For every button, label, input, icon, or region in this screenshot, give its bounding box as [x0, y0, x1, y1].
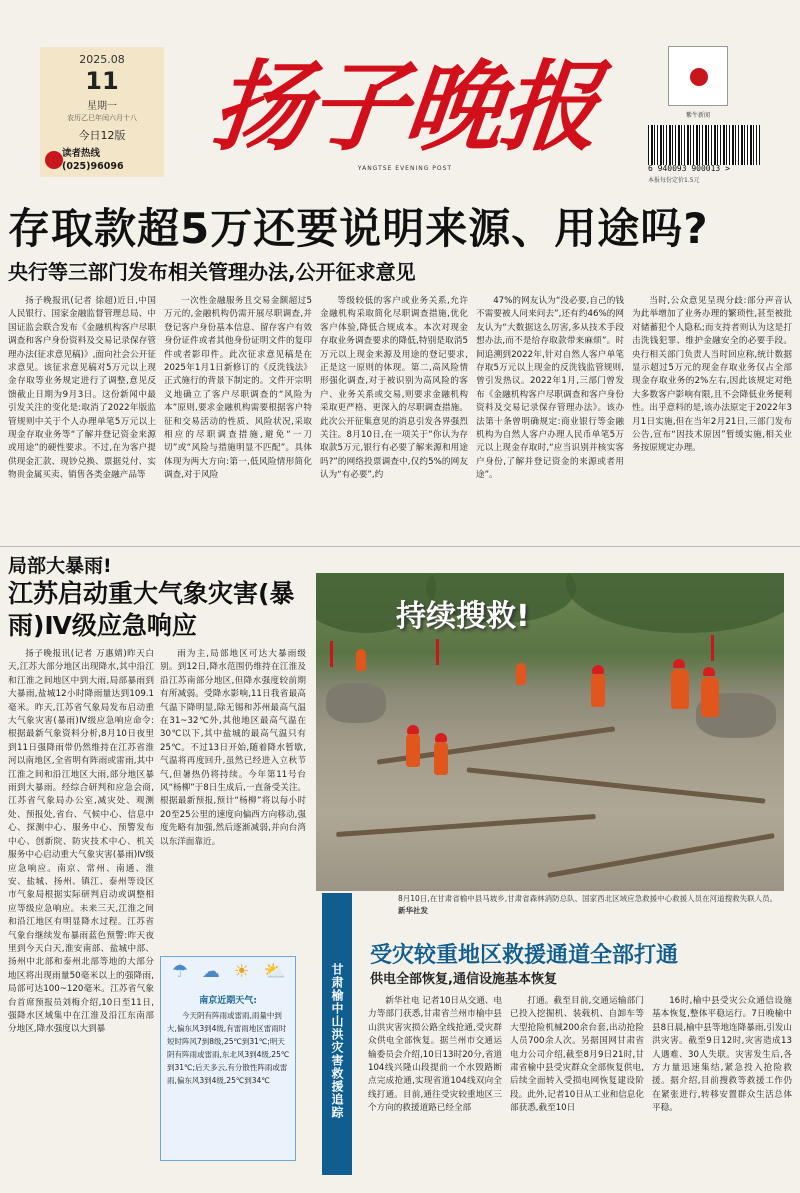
lead-text-3: 等级较低的客户或业务关系,允许金融机构采取简化尽职调查措施,优化客户体验,降低合规成本。本次对现金存取业务调查要求的降低,特别是取消5万元以上现金来源及用途的登记要求,正是这一原则的体现。第二,高风险情形强化调查,对于被识别为高风险的客户、业务关系或交易,则要求金融机构采取更严格、更深入的尽职调查措施。此次公开征集意见的消息引发各界强烈关注。8月10日,在一项关于“你认为存取款5万元,银行有必要了解来源和用途吗?”的网络投票调查中,仅约5%的网友认为“有必要”,约	[320, 296, 468, 481]
price-note: 本报每份定价1.5元	[648, 177, 700, 184]
flood-headline[interactable]: 江苏启动重大气象灾害(暴雨)Ⅳ级应急响应	[8, 579, 295, 640]
rescue-column-2	[510, 995, 644, 1163]
photo-log	[336, 814, 596, 837]
cloud-icon: ☁	[201, 961, 220, 982]
lead-column-3	[320, 295, 468, 541]
rescuer-helmet	[407, 725, 419, 734]
hotline	[62, 147, 162, 173]
barcode-number: 6 940093 900013 >	[648, 164, 730, 173]
weather-icons	[165, 961, 293, 982]
flood-kicker: 局部大暴雨!	[8, 555, 112, 577]
flood-column-1	[8, 648, 154, 1160]
rescuer-helmet	[703, 667, 715, 676]
rain-icon: ☂	[171, 961, 189, 982]
date-box	[40, 47, 164, 177]
qr-label: 紫牛新闻	[685, 112, 710, 119]
newspaper-title-english: YANGTSE EVENING POST	[357, 165, 453, 172]
rescuer	[516, 663, 526, 685]
qr-logo-icon	[690, 68, 708, 86]
rescue-headline[interactable]: 受灾较重地区救援通道全部打通	[370, 943, 679, 968]
rescuer	[434, 741, 448, 775]
photo-log	[547, 833, 774, 878]
rescue-column-3	[652, 995, 792, 1163]
photo-credit: 新华社发	[398, 906, 428, 915]
rescuer	[591, 673, 605, 707]
rescuer-helmet	[673, 659, 685, 668]
lead-column-4	[476, 295, 624, 541]
page-count: 今日12版	[78, 129, 126, 142]
flood-column-2	[160, 648, 306, 950]
weather-forecast: 今天阴有阵雨或雷雨,雨量中到大,偏东风3到4级,有雷雨地区雷雨时短时阵风7到8级,25℃到31℃;明天阴有阵雨或雷雨,东北风3到4级,25℃到31℃;后天多云,有分散性阵雨或雷雨,偏东风3到4级,25℃到34℃	[167, 1011, 290, 1085]
qr-code-icon[interactable]	[668, 46, 728, 106]
lead-text-1: 扬子晚报讯(记者 徐超)近日,中国人民银行、国家金融监督管理总局、中国证监会联合发布《金融机构客户尽职调查和客户身份资料及交易记录保存管理办法(征求意见稿)》,面向社会公开征求意见。该征求意见稿对5万元以上现金存取等业务规定进行了调整,意见反馈截止日期为9月3日。这份新闻中最引发关注的变化是:取消了2022年版监管规则中关于个人办理单笔5万元以上现金存取业务等“了解并登记资金来源或用途”的硬性要求。不过,在为客户提供现金汇款、现钞兑换、票据兑付、实物贵金属买卖、销售各类金融产品等	[8, 296, 156, 481]
date-weekday: 星期一	[87, 101, 117, 112]
section-divider	[0, 546, 800, 547]
lead-text-5: 当时,公众意见呈现分歧:部分声音认为此举增加了业务办理的繁琐性,甚至被批对储蓄犯个人隐私;而支持者则认为这是打击洗钱犯罪、维护金融安全的必要手段。央行相关部门负责人当时回应称,统计数据显示超过5万元的现金存取业务仅占全部现金存取业务的2%左右,因此该规定对绝大多数客户影响有限,且不会降低业务便利性。出乎意料的是,该办法原定于2022年3月1日实施,但在当年2月21日,三部门发布公告,宣布“因技术原因”暂缓实施,相关业务按原规定办理。	[632, 296, 792, 454]
masthead	[185, 40, 625, 180]
photo-rock	[326, 683, 386, 723]
lead-headline[interactable]: 存取款超5万还要说明来源、用途吗?	[8, 204, 709, 253]
rescuer	[701, 677, 719, 717]
sun-cloud-icon: ⛅	[263, 961, 287, 982]
photo-tree	[566, 573, 784, 633]
lead-column-1	[8, 295, 156, 541]
barcode-icon	[648, 125, 760, 165]
rescue-text-2: 打通。截至目前,交通运输部门已投入挖掘机、装载机、自卸车等大型抢险机械200余台套,出动抢险人员700余人次。另据国网甘肃省电力公司介绍,截至8月9日21时,甘肃省榆中县受灾群众全部恢复供电,后续全面转入受损电网恢复建设阶段。此外,记者10日从工业和信息化部获悉,截至10日	[510, 996, 644, 1114]
lead-text-2: 一次性金融服务且交易金额超过5万元的,金融机构仍需开展尽职调查,并登记客户身份基本信息、留存客户有效身份证件或者其他身份证明文件的复印件或者影印件。此次征求意见稿是在2025年1月1日新修订的《反洗钱法》正式施行的背景下制定的。文件开宗明义地确立了客户尽职调查的“风险为本”原则,要求金融机构需要根据客户特征和交易活动的性质、风险状况,采取相应的尽职调查措施,避免“一刀切”或“风险与措施明显不匹配”。具体体现为两大方向:第一,低风险情形简化调查,对于风险	[164, 296, 312, 481]
hotline-label: 读者热线	[62, 148, 101, 159]
hotline-number: (025)96096	[62, 161, 124, 172]
rescuer	[406, 733, 420, 767]
photo-flag	[436, 639, 439, 665]
newspaper-title: 扬子晚报	[206, 50, 604, 165]
lead-text-4: 47%的网友认为“没必要,自己的钱不需要被人问来问去”,还有约46%的网友认为“大数据这么厉害,多从技术手段想办法,而不是给存取款带来麻烦”。时间追溯到2022年,针对自然人客户单笔存取5万元以上现金的反洗钱监管规则,曾引发热议。2022年1月,三部门曾发布《金融机构客户尽职调查和客户身份资料及交易记录保存管理办法》。该办法第十条曾明确规定:商业银行等金融机构为自然人客户办理人民币单笔5万元以上现金存取时,“应当识别并核实客户身份,了解并登记资金的来源或者用途”。	[476, 296, 624, 481]
flood-text-1: 扬子晚报讯(记者 万惠婧)昨天白天,江苏大部分地区出现降水,其中沿江和江淮之间地区中到大雨,局部暴雨到大暴雨,盐城12小时降雨量达到109.1毫米。昨天,江苏省气象局发布启动重大气象灾害(暴雨)Ⅳ级应急响应命令:根据最新气象资料分析,8月10日夜里到11日强降雨带仍然维持在江苏省淮河以南地区,全省明有阵雨或雷雨,其中江淮之间和沿江地区大雨,部分地区暴雨到大暴雨。经综合研判和应急会商,江苏省气象局办公室,减灾处、观测处、预报处,省台、气候中心、信息中心、探测中心、服务中心、预警发布中心、创新院、防灾技术中心、机关服务中心启动重大气象灾害(暴雨)Ⅳ级应急响应。南京、常州、南通、淮安、盐城、扬州、镇江、泰州等设区市气象局根据实际研判启动或调整相应等级应急响应。未来三天,江淮之间和沿江地区有明显降水过程。江苏省气象台继续发布暴雨蓝色预警:昨天夜里到今天白天,淮安南部、盐城中部、扬州中北部和泰州北部等地的大部分地区将出现雨量50毫米以上的强降雨,局部可达100~120毫米。江苏省气象台首席预报员刘梅介绍,10日至11日,强降水区域集中在江淮及沿江东南部分地区,降水强度以大到暴	[8, 649, 154, 1035]
weather-box	[160, 956, 296, 1161]
rescuer-helmet	[435, 733, 447, 742]
rescue-text-1: 新华社电 记者10日从交通、电力等部门获悉,甘肃省兰州市榆中县山洪灾害灾损公路全线抢通,受灾群众供电全部恢复。据兰州市交通运输委员会介绍,10日13时20分,省道104线兴隆山段提前一个水毁路断点完成抢通,实现省道104线双向全线打通。目前,通往受灾较重地区三个方向的救援道路已经全部	[368, 996, 502, 1114]
photo-log	[467, 767, 766, 803]
sun-icon: ☀	[233, 961, 250, 982]
flood-text-2: 雨为主,局部地区可达大暴雨级别。到12日,降水范围仍维持在江淮及沿江苏南部分地区,但降水强度较前期有所减弱。受降水影响,11日我省最高气温下降明显,除无锡和苏州最高气温在31~32℃外,其他地区最高气温在30℃以下,其中盐城的最高气温只有25℃。不过13日开始,随着降水暂歇,气温将再度回升,虽然已经进入立秋节气,但暑热仍将持续。今年第11号台风“杨柳”于8日生成后,一直备受关注。根据最新预报,预计“杨柳”将以每小时20至25公里的速度向偏西方向移动,强度先略有加强,然后逐渐减弱,并向台湾以东洋面靠近。	[160, 649, 306, 847]
photo-flag	[711, 635, 714, 661]
photo-caption	[398, 893, 786, 917]
lead-column-5	[632, 295, 792, 541]
rescue-photo[interactable]	[316, 573, 784, 891]
photo-overlay-title: 持续搜救!	[396, 599, 530, 634]
newspaper-logo-icon	[45, 151, 63, 169]
vertical-banner: 甘肃榆中山洪灾害救援追踪	[322, 893, 352, 1175]
rescue-subhead: 供电全部恢复,通信设施基本恢复	[370, 972, 557, 987]
rescue-column-1	[368, 995, 502, 1163]
lead-column-2	[164, 295, 312, 541]
rescuer	[356, 649, 366, 671]
date-day: 11	[85, 67, 119, 95]
weather-title: 南京近期天气:	[199, 996, 257, 1006]
caption-text: 8月10日,在甘肃省榆中县马坡乡,甘肃省森林消防总队、国家西北区域应急救援中心救援人员在河道搜救失联人员。	[398, 894, 778, 903]
photo-flag	[330, 641, 333, 667]
rescuer	[671, 669, 689, 709]
date-year-month: 2025.08	[79, 53, 125, 66]
rescuer-helmet	[592, 665, 604, 674]
rescue-text-3: 16时,榆中县受灾公众通信设施基本恢复,整体平稳运行。7日晚榆中县8日晨,榆中县等地连降暴雨,引发山洪灾害。截至9日12时,灾害造成13人遇难、30人失联。灾害发生后,各方力量迅速集结,紧急投入抢险救援。据介绍,目前搜救等救援工作仍在紧张进行,转移安置群众生活总体平稳。	[652, 996, 792, 1114]
lunar-date: 农历乙巳年闰六月十八	[67, 114, 137, 122]
lead-subhead: 央行等三部门发布相关管理办法,公开征求意见	[8, 260, 416, 284]
